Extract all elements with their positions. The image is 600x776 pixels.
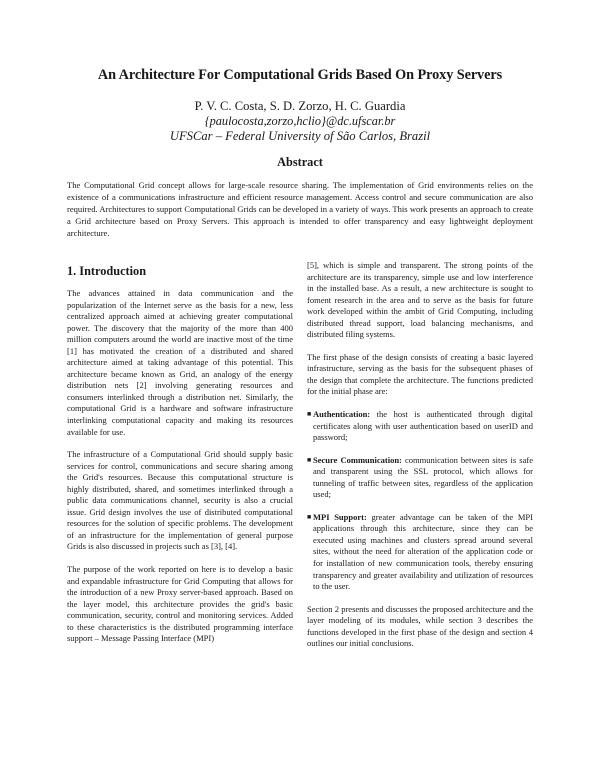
- function-item-body: [313, 455, 533, 501]
- intro-paragraph-2: The infrastructure of a Computational Grid should supply basic services for control, communications and secure sharing among the Grid's resources. Because this computational structure is highly distributed, shared, and sometimes interlinked through a public data communications channel, security is also a crucial issue. Grid design involves the use of distributed computational resources for the solution of specific problems. The development of an infrastructure for the implementation of general purpose Grids is also discussed in projects such as [3], [4].: [67, 449, 293, 552]
- function-description: greater advantage can be taken of the MPI applications through this architecture, since they can be executed using machines and clusters spread around several sites, without the need for alteration of the application code or for installation of new communication tools, thereby ensuring transparency and greater availability and utilization of resources to the user.: [313, 511, 533, 592]
- intro-paragraph-5: The first phase of the design consists of creating a basic layered infrastructure, serving as the basis for the subsequent phases of the design that complete the architecture. The functions predicted for the initial phase are:: [307, 351, 533, 397]
- function-description: the host is authenticated through digital certificates along with user authentication based on userID and password;: [313, 409, 533, 443]
- section-heading-introduction: 1. Introduction: [67, 264, 147, 278]
- intro-paragraph-3: The purpose of the work reported on here is to develop a basic and expandable infrastructure for Grid Computing that allows for the introduction of a new Proxy server-based approach. Based on the layer model, this architecture provides the grid's basic communication, security, control and monitoring services. Added to these characteristics is the distributed programming interface support – Message Passing Interface (MPI): [67, 564, 293, 644]
- abstract-text: The Computational Grid concept allows for large-scale resource sharing. The implementation of Grid environments relies on the existence of a communications infrastructure and efficient resource management. Access control and secure communication are also required. Architectures to support Computational Grids can be developed in a variety of ways. This work presents an approach to create a Grid architecture based on Proxy Servers. This approach is intended to offer transparency and easy lightweight deployment architecture.: [67, 180, 533, 238]
- author-affiliation: UFSCar – Federal University of São Carlos, Brazil: [169, 129, 431, 143]
- bullet-square-icon: ■: [307, 512, 312, 521]
- right-column: [307, 260, 533, 661]
- intro-paragraph-4: [5], which is simple and transparent. The strong points of the architecture are its transparency, simple use and low interference in the installed base. As a result, a new architecture is sought to foment research in the area and to serve as the basis for future work developed within the ambit of Grid Computing, including distributed thread support, load balancing mechanisms, and distributed filing systems.: [307, 260, 533, 340]
- function-term: Authentication:: [313, 409, 371, 420]
- abstract-heading: Abstract: [277, 155, 323, 169]
- author-email: {paulocosta,zorzo,hclio}@dc.ufscar.br: [204, 114, 396, 128]
- function-item-mpi-support: [307, 512, 533, 593]
- function-item-secure-communication: [307, 455, 533, 501]
- author-list: P. V. C. Costa, S. D. Zorzo, H. C. Guardia: [194, 99, 406, 113]
- paper-title: An Architecture For Computational Grids Based On Proxy Servers: [97, 67, 503, 83]
- function-description: communication between sites is safe and transparent using the SSL protocol, which allows for tunneling of traffic between sites, regardless of the application used;: [313, 454, 533, 500]
- function-term: MPI Support:: [313, 511, 367, 522]
- function-item-body: [313, 409, 533, 444]
- intro-closing-paragraph: Section 2 presents and discusses the proposed architecture and the layer modeling of its modules, while section 3 describes the functions developed in the first phase of the design and section 4 outlines our initial conclusions.: [307, 603, 533, 649]
- intro-paragraph-1: The advances attained in data communication and the popularization of the Internet serve as the basis for a new, less centralized approach aimed at achieving greater computational power. The discovery that the majority of the more than 400 million computers around the world are inactive most of the time [1] has motivated the creation of a distributed and shared architecture aimed at taking advantage of this potential. This architecture became known as Grid, an analogy of the energy distribution nets [2] involving generating resources and consumers interlinked through a distribution net. Similarly, the computational Grid is a hardware and software infrastructure interlinking computational capacity and making its resources available for use.: [67, 288, 293, 437]
- function-term: Secure Communication:: [313, 454, 402, 465]
- function-item-body: [313, 512, 533, 593]
- function-item-authentication: [307, 409, 533, 444]
- bullet-square-icon: ■: [307, 455, 312, 464]
- left-column: [67, 260, 293, 656]
- bullet-square-icon: ■: [307, 410, 312, 419]
